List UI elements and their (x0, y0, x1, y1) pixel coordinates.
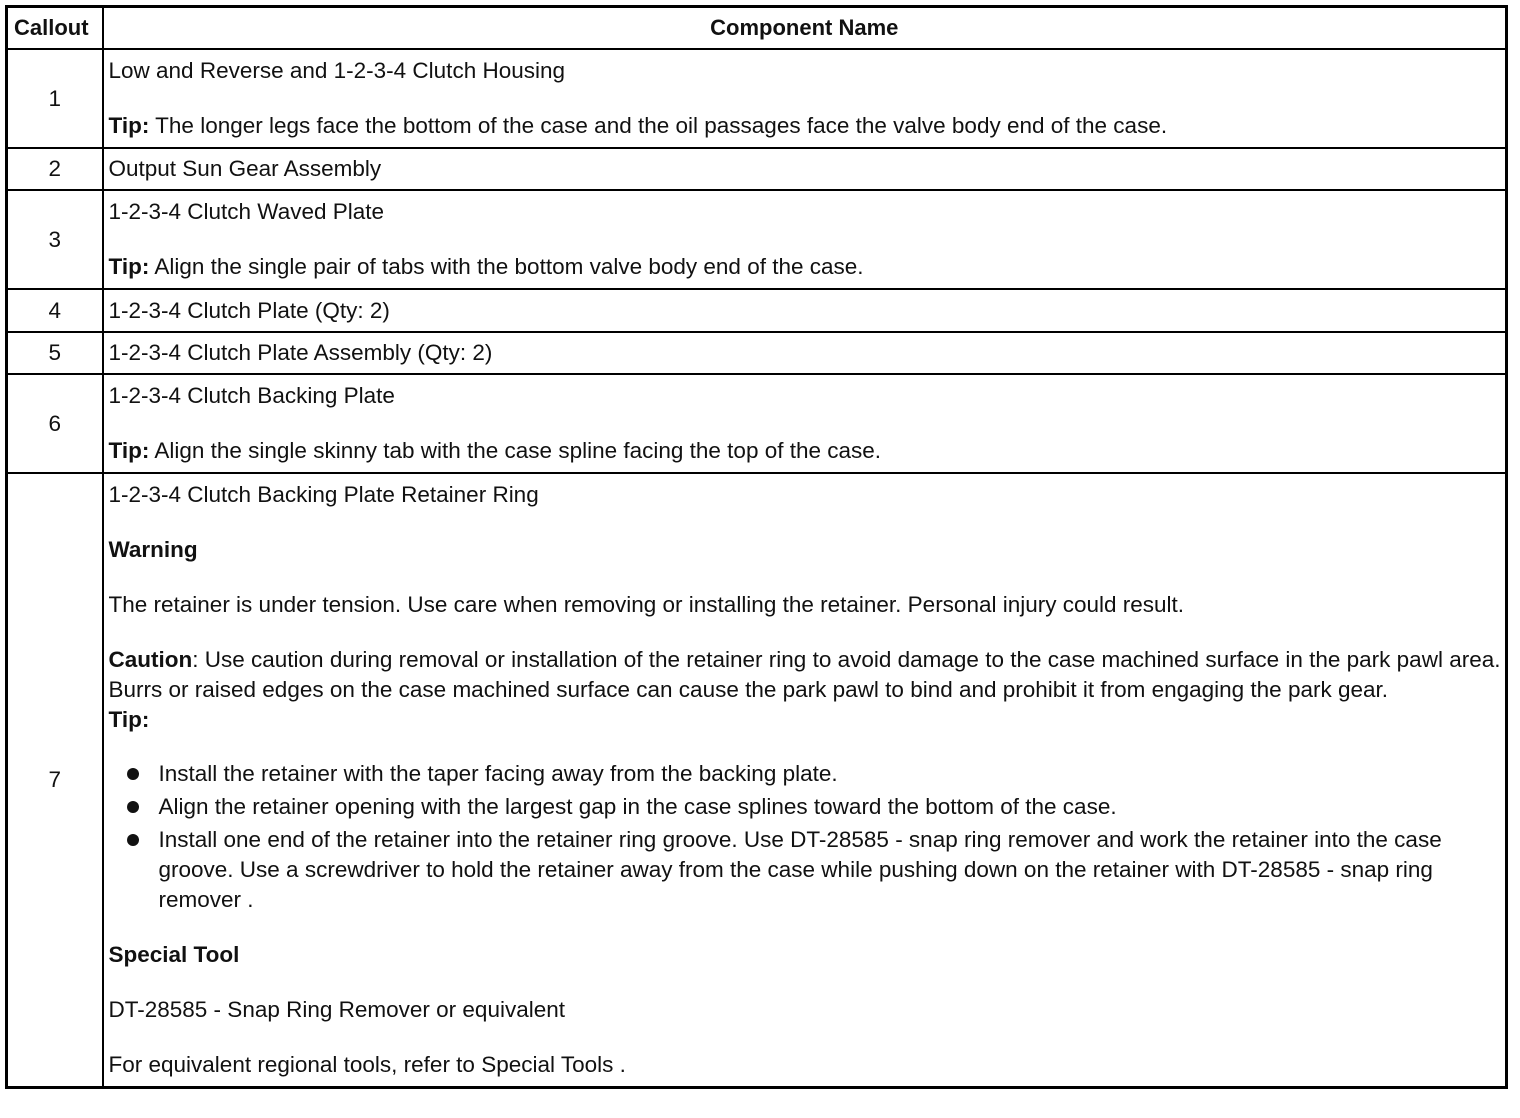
component-cell (103, 49, 1507, 148)
header-row (7, 7, 1507, 50)
regional-tools-note: For equivalent regional tools, refer to Special Tools . (108, 1052, 626, 1077)
list-item-text: Align the retainer opening with the largest gap in the case splines toward the bottom of the case. (158, 794, 1117, 819)
special-tool-text: DT-28585 - Snap Ring Remover or equivalent (108, 997, 565, 1022)
tip-text: The longer legs face the bottom of the case and the oil passages face the valve body end of the case. (149, 113, 1168, 138)
tip-label: Tip: (108, 113, 150, 138)
bullet-icon (127, 834, 139, 846)
table-row (7, 473, 1507, 1088)
tip-text: Align the single pair of tabs with the bottom valve body end of the case. (149, 254, 864, 279)
list-item (159, 759, 1502, 789)
table-row (7, 190, 1507, 289)
callout-number: 6 (7, 374, 103, 473)
component-name: Output Sun Gear Assembly (108, 156, 382, 181)
component-name: 1-2-3-4 Clutch Backing Plate (108, 383, 395, 408)
callout-number: 2 (7, 148, 103, 190)
list-item (159, 792, 1502, 822)
component-cell (103, 374, 1507, 473)
table-row (7, 148, 1507, 190)
table-row (7, 332, 1507, 374)
caution (109, 645, 1502, 705)
table-row (7, 49, 1507, 148)
list-item-text: Install one end of the retainer into the retainer ring groove. Use DT-28585 - snap ring remover and work the retainer into the case groove. Use a screwdriver to hold the retainer away from the case while pushing down on the retainer with DT-28585 - snap ring remover . (158, 827, 1442, 912)
table-row (7, 374, 1507, 473)
tip-list (109, 759, 1502, 915)
component-name-header: Component Name (103, 7, 1507, 50)
caution-label: Caution (108, 647, 193, 672)
tip-label: Tip: (108, 438, 150, 463)
callout-number: 4 (7, 289, 103, 332)
bullet-icon (127, 768, 139, 780)
component-name: 1-2-3-4 Clutch Backing Plate Retainer Ring (108, 482, 539, 507)
tip-label: Tip: (108, 707, 150, 732)
component-cell (103, 332, 1507, 374)
component-cell (103, 190, 1507, 289)
special-tool-heading: Special Tool (108, 942, 240, 967)
component-name: Low and Reverse and 1-2-3-4 Clutch Housing (108, 58, 566, 83)
callout-header: Callout (7, 7, 103, 50)
component-cell (103, 289, 1507, 332)
tip (109, 436, 1502, 466)
tip-label: Tip: (108, 254, 150, 279)
component-cell (103, 148, 1507, 190)
warning-heading: Warning (108, 537, 198, 562)
tip (109, 111, 1502, 141)
component-name: 1-2-3-4 Clutch Waved Plate (108, 199, 385, 224)
callout-number: 3 (7, 190, 103, 289)
bullet-icon (127, 801, 139, 813)
component-name: 1-2-3-4 Clutch Plate Assembly (Qty: 2) (108, 340, 493, 365)
tip-text: Align the single skinny tab with the case spline facing the top of the case. (149, 438, 882, 463)
caution-text: : Use caution during removal or installation of the retainer ring to avoid damage to the case machined surface in the park pawl area. Burrs or raised edges on the case machined surface can cause the park pawl to bind and prohibit it from engaging the park gear. (108, 647, 1501, 702)
tip (109, 252, 1502, 282)
list-item-text: Install the retainer with the taper facing away from the backing plate. (158, 761, 838, 786)
callout-number: 7 (7, 473, 103, 1088)
callout-number: 5 (7, 332, 103, 374)
warning-text: The retainer is under tension. Use care when removing or installing the retainer. Personal injury could result. (108, 592, 1185, 617)
list-item (159, 825, 1502, 915)
callout-number: 1 (7, 49, 103, 148)
table-row (7, 289, 1507, 332)
component-name: 1-2-3-4 Clutch Plate (Qty: 2) (108, 297, 390, 323)
component-cell (103, 473, 1507, 1088)
components-table (5, 5, 1508, 1089)
